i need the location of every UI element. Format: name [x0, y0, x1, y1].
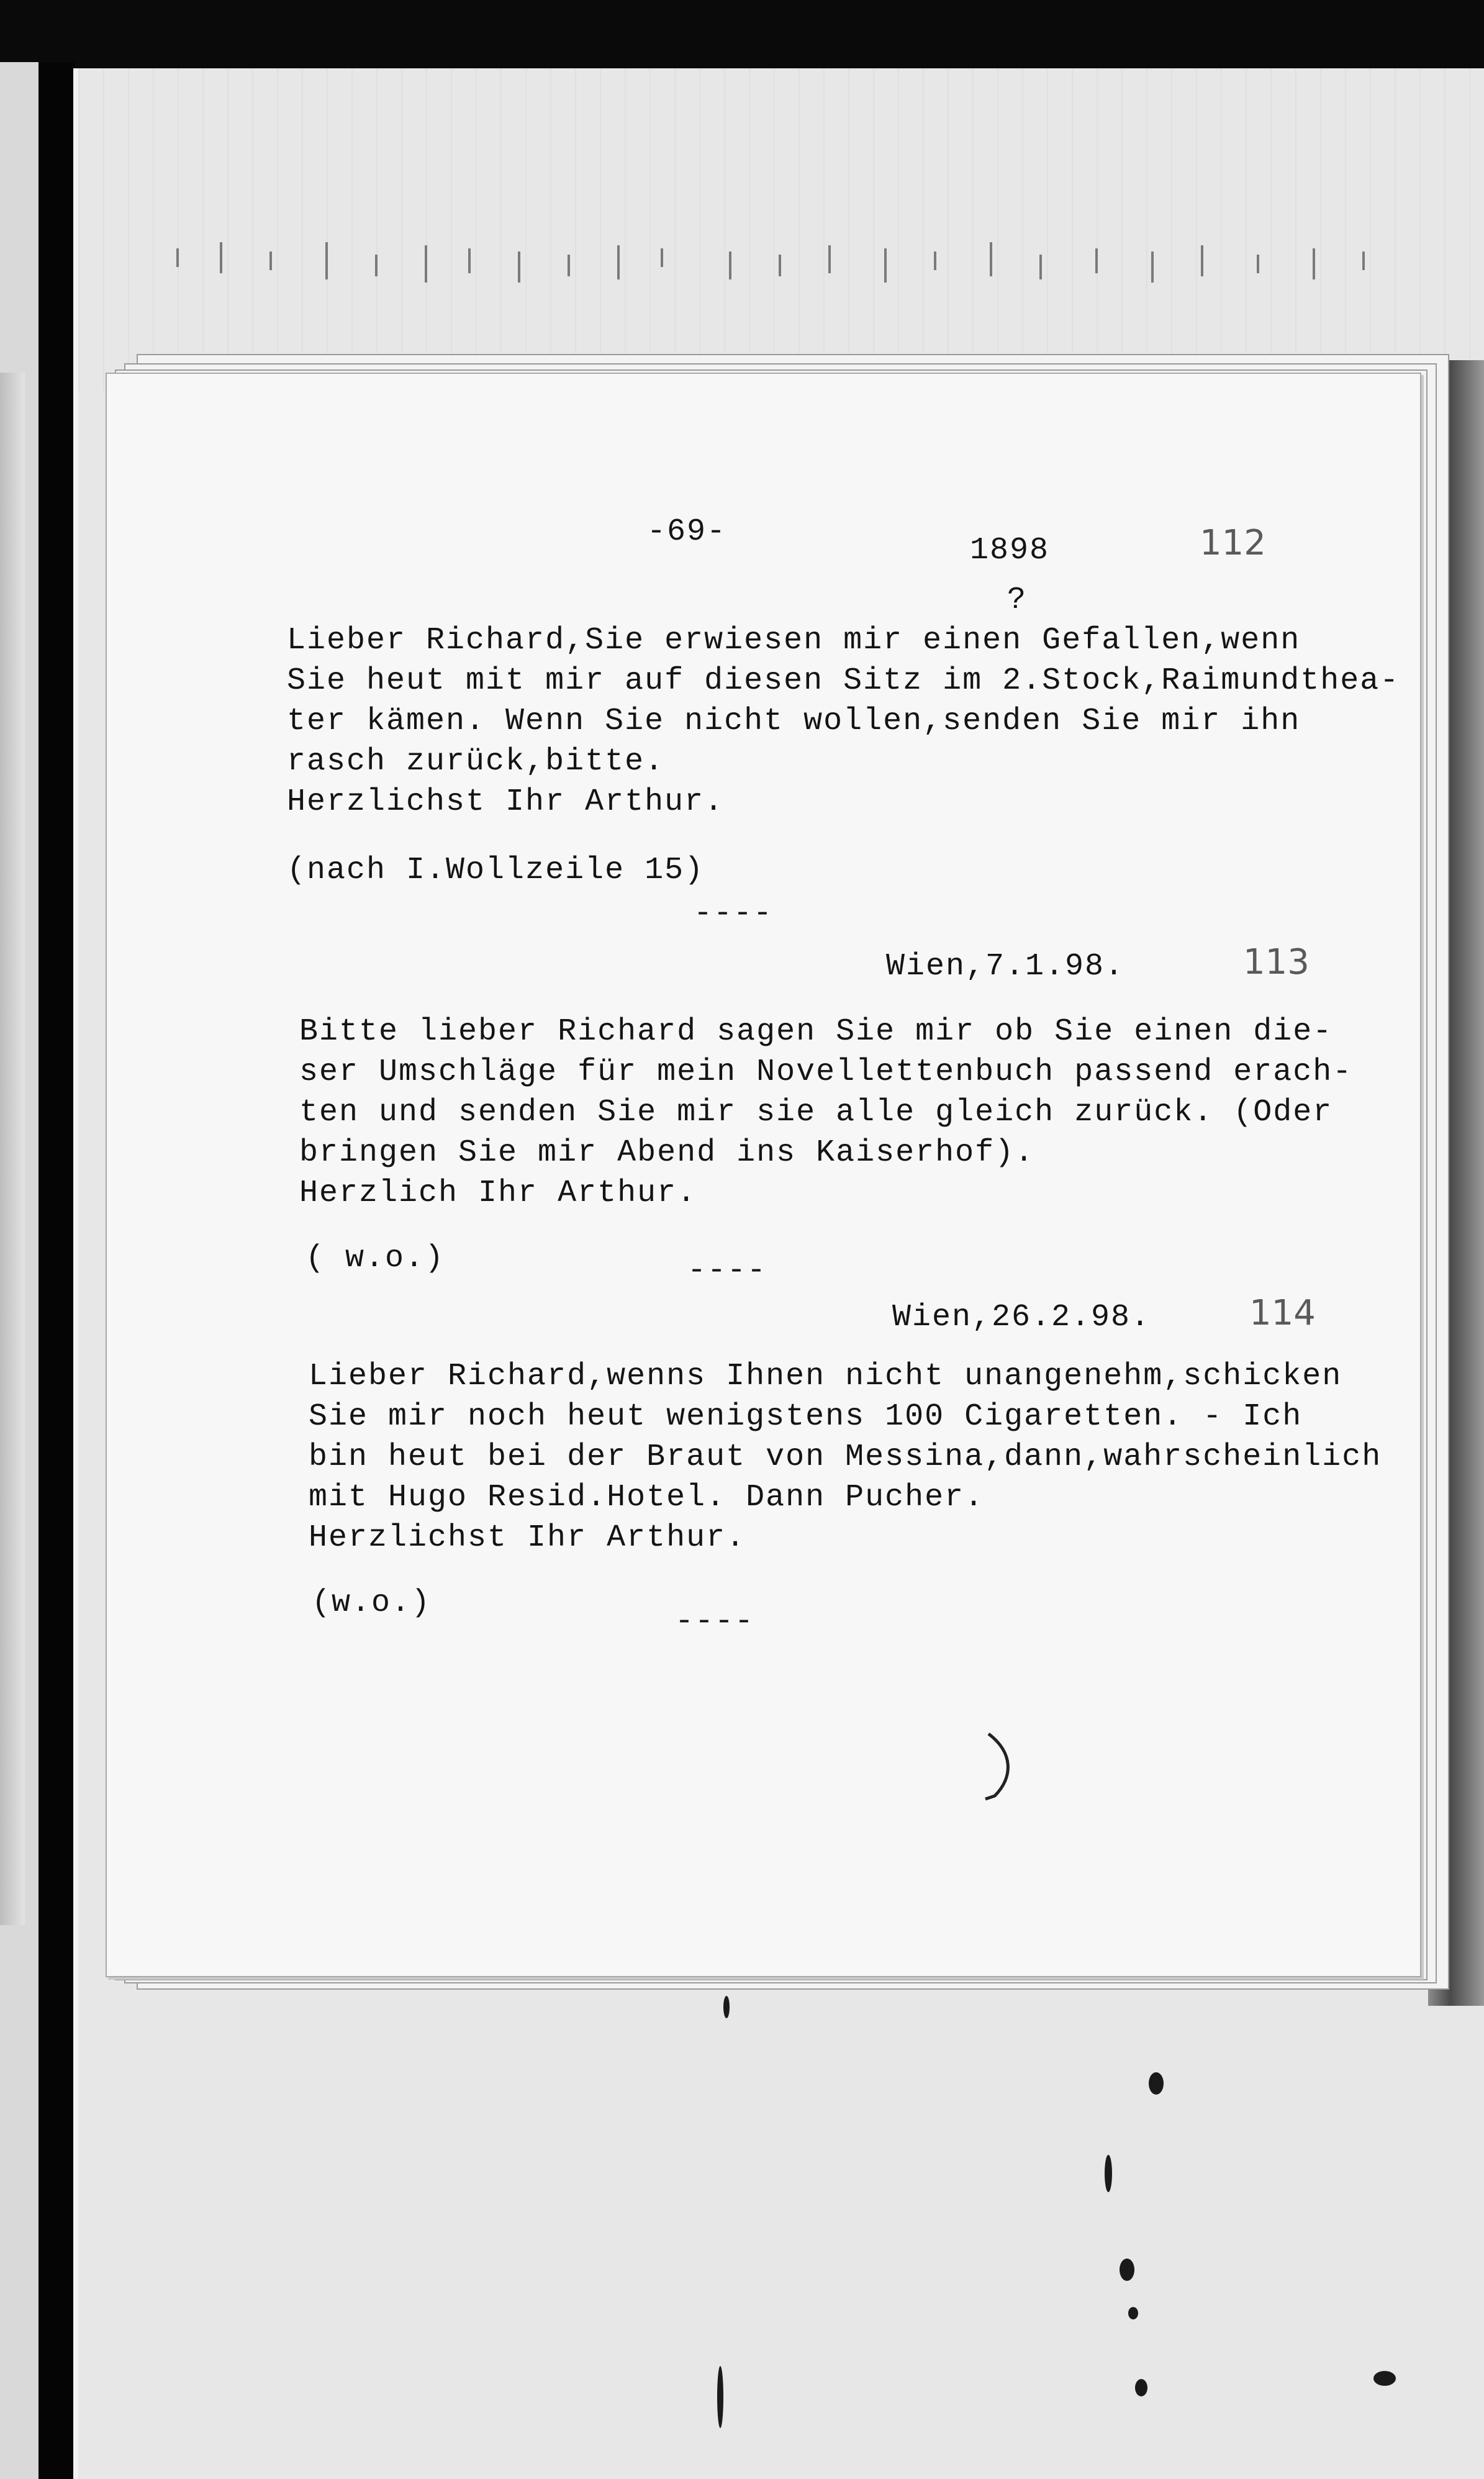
archive-number-113: 113 [1243, 942, 1310, 982]
letter-3-line-1: Lieber Richard,wenns Ihnen nicht unangenehm,schicken [309, 1359, 1342, 1394]
letter-3-separator: ---- [675, 1604, 755, 1639]
letter-1-separator: ---- [694, 896, 774, 931]
letter-3-address: (w.o.) [312, 1585, 432, 1621]
letter-2-line-1: Bitte lieber Richard sagen Sie mir ob Sie einen die- [299, 1014, 1333, 1049]
letter-3-line-3: bin heut bei der Braut von Messina,dann,wahrscheinlich [309, 1439, 1382, 1475]
letter-2-signature: Herzlich Ihr Arthur. [299, 1176, 697, 1211]
pencil-bracket-mark [976, 1728, 1026, 1808]
adjacent-page-shadow [0, 373, 25, 1925]
letter-3-line-2: Sie mir noch heut wenigstens 100 Cigaretten. - Ich [309, 1399, 1303, 1434]
page-number: -69- [647, 514, 727, 550]
letter-2-separator: ---- [687, 1253, 767, 1289]
year-heading: 1898 [970, 533, 1050, 568]
letter-2-date: Wien,7.1.98. [886, 949, 1125, 984]
letter-3-signature: Herzlichst Ihr Arthur. [309, 1520, 746, 1556]
letter-1-address: (nach I.Wollzeile 15) [287, 853, 705, 888]
archive-number-112: 112 [1200, 523, 1266, 563]
letter-1-signature: Herzlichst Ihr Arthur. [287, 784, 725, 820]
faint-typewriter-marks [171, 224, 1413, 292]
letter-page [106, 373, 1421, 1977]
letter-2-line-2: ser Umschläge für mein Novellettenbuch passend erach- [299, 1054, 1353, 1090]
archive-number-114: 114 [1249, 1293, 1316, 1333]
letter-1-line-4: rasch zurück,bitte. [287, 744, 665, 779]
letter-1-line-3: ter kämen. Wenn Sie nicht wollen,senden Sie mir ihn [287, 704, 1301, 739]
binding-edge [38, 62, 75, 2479]
letter-3-date: Wien,26.2.98. [892, 1300, 1151, 1335]
letter-1-line-2: Sie heut mit mir auf diesen Sitz im 2.Stock,Raimundthea- [287, 663, 1400, 699]
letter-2-line-3: ten und senden Sie mir sie alle gleich zurück. (Oder [299, 1095, 1333, 1130]
letter-2-address: ( w.o.) [305, 1241, 445, 1276]
letter-1-line-1: Lieber Richard,Sie erwiesen mir einen Gefallen,wenn [287, 623, 1301, 658]
letter-2-line-4: bringen Sie mir Abend ins Kaiserhof). [299, 1135, 1035, 1171]
year-question-mark: ? [1007, 582, 1028, 618]
letter-3-line-4: mit Hugo Resid.Hotel. Dann Pucher. [309, 1480, 985, 1515]
